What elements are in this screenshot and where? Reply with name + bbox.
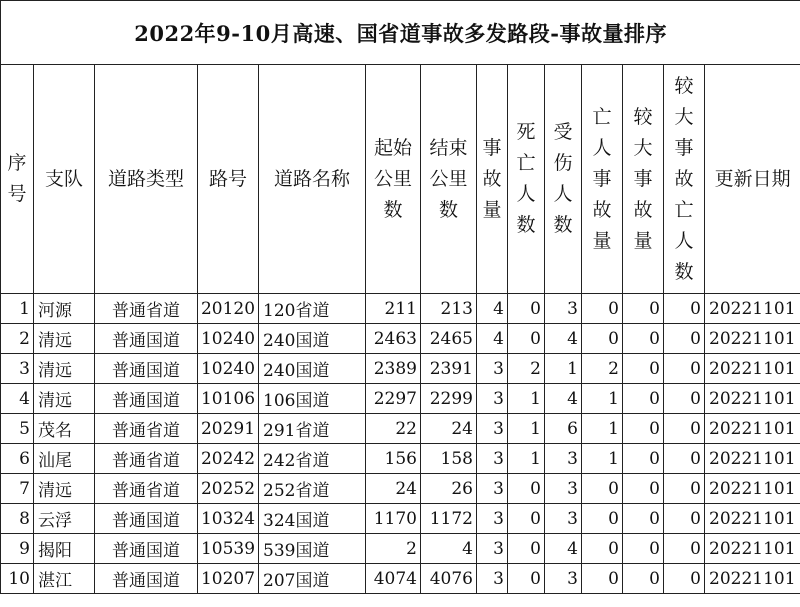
cell-deaths: 0 bbox=[508, 474, 545, 504]
cell-major-accidents: 0 bbox=[623, 534, 664, 564]
header-deaths: 死亡人数 bbox=[508, 65, 545, 294]
cell-major-deaths: 0 bbox=[664, 324, 705, 354]
table-title: 2022年9-10月高速、国省道事故多发路段-事故量排序 bbox=[1, 1, 800, 65]
header-seq: 序号 bbox=[1, 65, 34, 294]
cell-fatal-accidents: 0 bbox=[582, 534, 623, 564]
cell-accidents: 3 bbox=[477, 354, 508, 384]
cell-updated: 20221101 bbox=[705, 564, 800, 594]
table-row bbox=[1, 474, 800, 504]
cell-major-deaths: 0 bbox=[664, 384, 705, 414]
cell-accidents: 3 bbox=[477, 414, 508, 444]
cell-end-km: 26 bbox=[421, 474, 477, 504]
cell-injuries: 4 bbox=[545, 324, 582, 354]
cell-injuries: 3 bbox=[545, 504, 582, 534]
cell-road-no: 20120 bbox=[198, 294, 259, 324]
cell-start-km: 2297 bbox=[366, 384, 421, 414]
cell-seq: 7 bbox=[1, 474, 34, 504]
cell-road-name: 539国道 bbox=[259, 534, 366, 564]
cell-seq: 9 bbox=[1, 534, 34, 564]
cell-team: 清远 bbox=[34, 474, 95, 504]
cell-start-km: 156 bbox=[366, 444, 421, 474]
cell-road-name: 106国道 bbox=[259, 384, 366, 414]
cell-major-accidents: 0 bbox=[623, 354, 664, 384]
header-accidents: 事故量 bbox=[477, 65, 508, 294]
cell-updated: 20221101 bbox=[705, 414, 800, 444]
cell-road-name: 240国道 bbox=[259, 324, 366, 354]
cell-injuries: 3 bbox=[545, 294, 582, 324]
cell-end-km: 158 bbox=[421, 444, 477, 474]
cell-team: 揭阳 bbox=[34, 534, 95, 564]
cell-fatal-accidents: 0 bbox=[582, 474, 623, 504]
cell-deaths: 0 bbox=[508, 534, 545, 564]
cell-accidents: 3 bbox=[477, 564, 508, 594]
cell-injuries: 3 bbox=[545, 474, 582, 504]
cell-team: 清远 bbox=[34, 354, 95, 384]
cell-deaths: 0 bbox=[508, 564, 545, 594]
table-row bbox=[1, 504, 800, 534]
cell-updated: 20221101 bbox=[705, 474, 800, 504]
cell-start-km: 2463 bbox=[366, 324, 421, 354]
header-road-no: 路号 bbox=[198, 65, 259, 294]
cell-updated: 20221101 bbox=[705, 534, 800, 564]
cell-accidents: 3 bbox=[477, 444, 508, 474]
cell-start-km: 2389 bbox=[366, 354, 421, 384]
cell-major-deaths: 0 bbox=[664, 564, 705, 594]
cell-fatal-accidents: 0 bbox=[582, 324, 623, 354]
cell-team: 汕尾 bbox=[34, 444, 95, 474]
cell-road-type: 普通国道 bbox=[95, 564, 198, 594]
cell-deaths: 2 bbox=[508, 354, 545, 384]
cell-injuries: 3 bbox=[545, 564, 582, 594]
cell-road-no: 10240 bbox=[198, 354, 259, 384]
cell-injuries: 1 bbox=[545, 354, 582, 384]
cell-road-type: 普通省道 bbox=[95, 474, 198, 504]
cell-deaths: 1 bbox=[508, 384, 545, 414]
cell-deaths: 0 bbox=[508, 504, 545, 534]
cell-road-name: 252省道 bbox=[259, 474, 366, 504]
cell-road-no: 10324 bbox=[198, 504, 259, 534]
header-road-type: 道路类型 bbox=[95, 65, 198, 294]
cell-team: 清远 bbox=[34, 384, 95, 414]
cell-road-no: 20252 bbox=[198, 474, 259, 504]
header-major-deaths: 较大事故亡人数 bbox=[664, 65, 705, 294]
cell-start-km: 4074 bbox=[366, 564, 421, 594]
cell-major-accidents: 0 bbox=[623, 504, 664, 534]
header-major-accidents: 较大事故量 bbox=[623, 65, 664, 294]
cell-start-km: 211 bbox=[366, 294, 421, 324]
cell-road-name: 207国道 bbox=[259, 564, 366, 594]
header-fatal-accidents: 亡人事故量 bbox=[582, 65, 623, 294]
cell-major-deaths: 0 bbox=[664, 534, 705, 564]
header-road-name: 道路名称 bbox=[259, 65, 366, 294]
table-row bbox=[1, 534, 800, 564]
cell-road-no: 20291 bbox=[198, 414, 259, 444]
cell-injuries: 6 bbox=[545, 414, 582, 444]
cell-seq: 2 bbox=[1, 324, 34, 354]
cell-road-type: 普通国道 bbox=[95, 384, 198, 414]
cell-deaths: 1 bbox=[508, 414, 545, 444]
cell-major-deaths: 0 bbox=[664, 474, 705, 504]
cell-major-accidents: 0 bbox=[623, 444, 664, 474]
cell-seq: 10 bbox=[1, 564, 34, 594]
header-end-km: 结束公里数 bbox=[421, 65, 477, 294]
cell-fatal-accidents: 1 bbox=[582, 414, 623, 444]
cell-major-deaths: 0 bbox=[664, 414, 705, 444]
cell-seq: 5 bbox=[1, 414, 34, 444]
cell-seq: 8 bbox=[1, 504, 34, 534]
cell-road-type: 普通省道 bbox=[95, 444, 198, 474]
cell-updated: 20221101 bbox=[705, 384, 800, 414]
cell-deaths: 1 bbox=[508, 444, 545, 474]
table-row bbox=[1, 324, 800, 354]
cell-deaths: 0 bbox=[508, 324, 545, 354]
cell-road-type: 普通省道 bbox=[95, 414, 198, 444]
table-row bbox=[1, 564, 800, 594]
cell-updated: 20221101 bbox=[705, 324, 800, 354]
table-row bbox=[1, 444, 800, 474]
cell-road-no: 10106 bbox=[198, 384, 259, 414]
cell-major-deaths: 0 bbox=[664, 294, 705, 324]
cell-updated: 20221101 bbox=[705, 444, 800, 474]
cell-accidents: 4 bbox=[477, 294, 508, 324]
cell-team: 清远 bbox=[34, 324, 95, 354]
cell-team: 云浮 bbox=[34, 504, 95, 534]
cell-seq: 4 bbox=[1, 384, 34, 414]
table-row bbox=[1, 414, 800, 444]
cell-road-no: 10207 bbox=[198, 564, 259, 594]
cell-road-name: 242省道 bbox=[259, 444, 366, 474]
cell-updated: 20221101 bbox=[705, 294, 800, 324]
cell-major-accidents: 0 bbox=[623, 414, 664, 444]
cell-end-km: 2465 bbox=[421, 324, 477, 354]
cell-seq: 6 bbox=[1, 444, 34, 474]
cell-major-deaths: 0 bbox=[664, 504, 705, 534]
cell-fatal-accidents: 0 bbox=[582, 564, 623, 594]
cell-end-km: 2391 bbox=[421, 354, 477, 384]
cell-fatal-accidents: 2 bbox=[582, 354, 623, 384]
cell-start-km: 22 bbox=[366, 414, 421, 444]
cell-start-km: 1170 bbox=[366, 504, 421, 534]
cell-accidents: 3 bbox=[477, 504, 508, 534]
cell-fatal-accidents: 1 bbox=[582, 444, 623, 474]
cell-injuries: 3 bbox=[545, 444, 582, 474]
cell-fatal-accidents: 0 bbox=[582, 504, 623, 534]
cell-deaths: 0 bbox=[508, 294, 545, 324]
cell-seq: 3 bbox=[1, 354, 34, 384]
cell-team: 湛江 bbox=[34, 564, 95, 594]
cell-road-no: 10539 bbox=[198, 534, 259, 564]
table-row bbox=[1, 354, 800, 384]
header-start-km: 起始公里数 bbox=[366, 65, 421, 294]
cell-end-km: 213 bbox=[421, 294, 477, 324]
cell-team: 河源 bbox=[34, 294, 95, 324]
cell-road-no: 20242 bbox=[198, 444, 259, 474]
cell-road-name: 324国道 bbox=[259, 504, 366, 534]
cell-accidents: 3 bbox=[477, 474, 508, 504]
cell-major-accidents: 0 bbox=[623, 384, 664, 414]
cell-injuries: 4 bbox=[545, 384, 582, 414]
header-updated: 更新日期 bbox=[705, 65, 800, 294]
cell-end-km: 4076 bbox=[421, 564, 477, 594]
cell-major-deaths: 0 bbox=[664, 354, 705, 384]
cell-accidents: 3 bbox=[477, 534, 508, 564]
cell-end-km: 4 bbox=[421, 534, 477, 564]
cell-major-accidents: 0 bbox=[623, 294, 664, 324]
cell-start-km: 2 bbox=[366, 534, 421, 564]
cell-accidents: 3 bbox=[477, 384, 508, 414]
cell-major-accidents: 0 bbox=[623, 564, 664, 594]
header-injuries: 受伤人数 bbox=[545, 65, 582, 294]
cell-major-accidents: 0 bbox=[623, 324, 664, 354]
cell-team: 茂名 bbox=[34, 414, 95, 444]
cell-end-km: 24 bbox=[421, 414, 477, 444]
table-row bbox=[1, 294, 800, 324]
cell-road-type: 普通国道 bbox=[95, 354, 198, 384]
cell-injuries: 4 bbox=[545, 534, 582, 564]
header-team: 支队 bbox=[34, 65, 95, 294]
cell-end-km: 1172 bbox=[421, 504, 477, 534]
cell-fatal-accidents: 0 bbox=[582, 294, 623, 324]
cell-updated: 20221101 bbox=[705, 354, 800, 384]
cell-road-name: 291省道 bbox=[259, 414, 366, 444]
cell-fatal-accidents: 1 bbox=[582, 384, 623, 414]
cell-road-no: 10240 bbox=[198, 324, 259, 354]
cell-end-km: 2299 bbox=[421, 384, 477, 414]
cell-start-km: 24 bbox=[366, 474, 421, 504]
cell-major-accidents: 0 bbox=[623, 474, 664, 504]
cell-accidents: 4 bbox=[477, 324, 508, 354]
cell-road-type: 普通国道 bbox=[95, 324, 198, 354]
cell-road-type: 普通省道 bbox=[95, 294, 198, 324]
table-row bbox=[1, 384, 800, 414]
cell-updated: 20221101 bbox=[705, 504, 800, 534]
header-row bbox=[1, 65, 800, 294]
cell-seq: 1 bbox=[1, 294, 34, 324]
cell-road-type: 普通国道 bbox=[95, 504, 198, 534]
cell-major-deaths: 0 bbox=[664, 444, 705, 474]
cell-road-name: 240国道 bbox=[259, 354, 366, 384]
cell-road-name: 120省道 bbox=[259, 294, 366, 324]
cell-road-type: 普通国道 bbox=[95, 534, 198, 564]
